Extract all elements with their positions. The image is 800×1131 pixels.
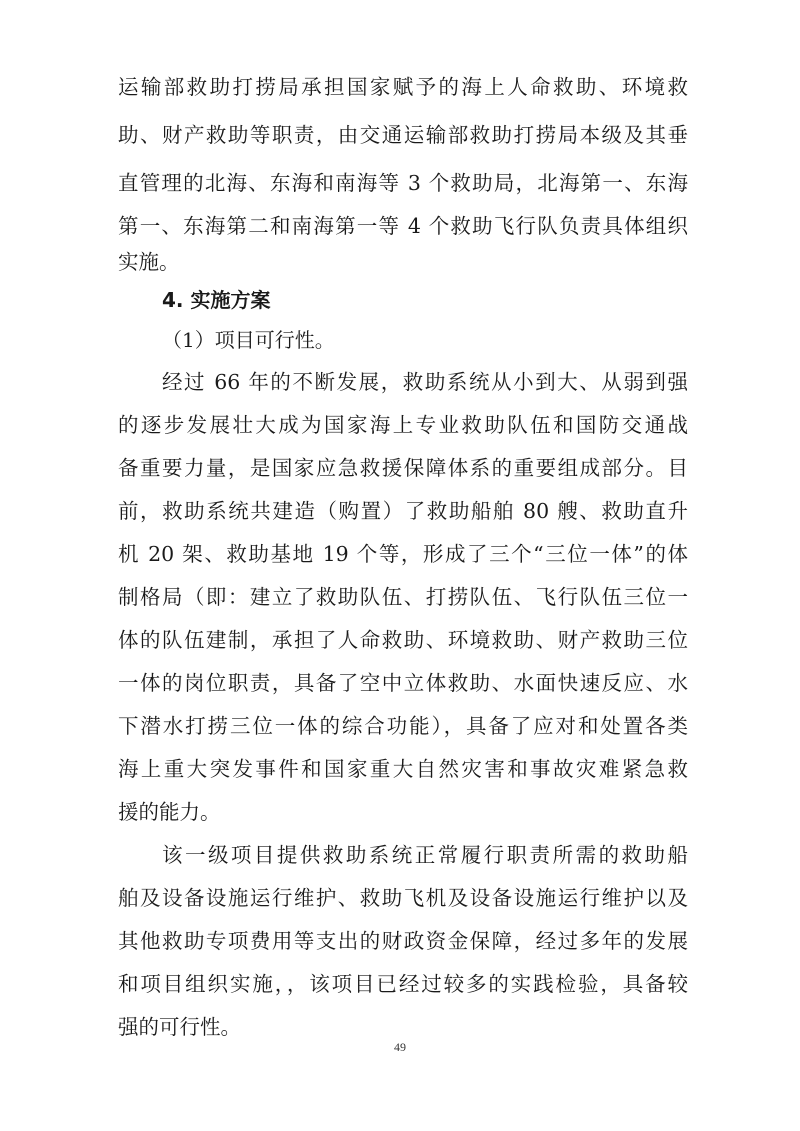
text-line: 机 20 架、救助基地 19 个等，形成了三个“三位一体”的体: [118, 542, 688, 566]
text-line: 下潜水打捞三位一体的综合功能），具备了应对和处置各类: [118, 714, 688, 738]
text-line: 和项目组织实施，，该项目已经过较多的实践检验，具备较: [118, 972, 688, 996]
text-line: 前，救助系统共建造（购置）了救助船舶 80 艘、救助直升: [118, 499, 688, 523]
text-line: 运输部救助打捞局承担国家赋予的海上人命救助、环境救: [118, 75, 688, 99]
text-line: 舶及设备设施运行维护、救助飞机及设备设施运行维护以及: [118, 886, 688, 910]
text-line: 体的队伍建制，承担了人命救助、环境救助、财产救助三位: [118, 628, 688, 652]
subsection-heading: （1）项目可行性。: [162, 328, 335, 352]
text-line: 经过 66 年的不断发展，救助系统从小到大、从弱到强: [162, 370, 688, 394]
text-line: 的逐步发展壮大成为国家海上专业救助队伍和国防交通战: [118, 413, 688, 437]
page-number: 49: [394, 1040, 406, 1054]
text-line: 实施。: [118, 250, 180, 274]
text-line: 制格局（即：建立了救助队伍、打捞队伍、飞行队伍三位一: [118, 585, 688, 609]
text-line: 援的能力。: [118, 800, 221, 824]
text-line: 强的可行性。: [118, 1015, 241, 1039]
text-line: 该一级项目提供救助系统正常履行职责所需的救助船: [162, 843, 688, 867]
text-line: 备重要力量，是国家应急救援保障体系的重要组成部分。目: [118, 456, 688, 480]
text-line: 一体的岗位职责，具备了空中立体救助、水面快速反应、水: [118, 671, 688, 695]
text-line: 助、财产救助等职责，由交通运输部救助打捞局本级及其垂: [118, 123, 688, 147]
section-heading: 4. 实施方案: [162, 288, 271, 312]
text-line: 直管理的北海、东海和南海等 3 个救助局，北海第一、东海: [118, 171, 688, 195]
text-line: 第一、东海第二和南海第一等 4 个救助飞行队负责具体组织: [118, 214, 688, 238]
text-line: 海上重大突发事件和国家重大自然灾害和事故灾难紧急救: [118, 757, 688, 781]
text-line: 其他救助专项费用等支出的财政资金保障，经过多年的发展: [118, 929, 688, 953]
